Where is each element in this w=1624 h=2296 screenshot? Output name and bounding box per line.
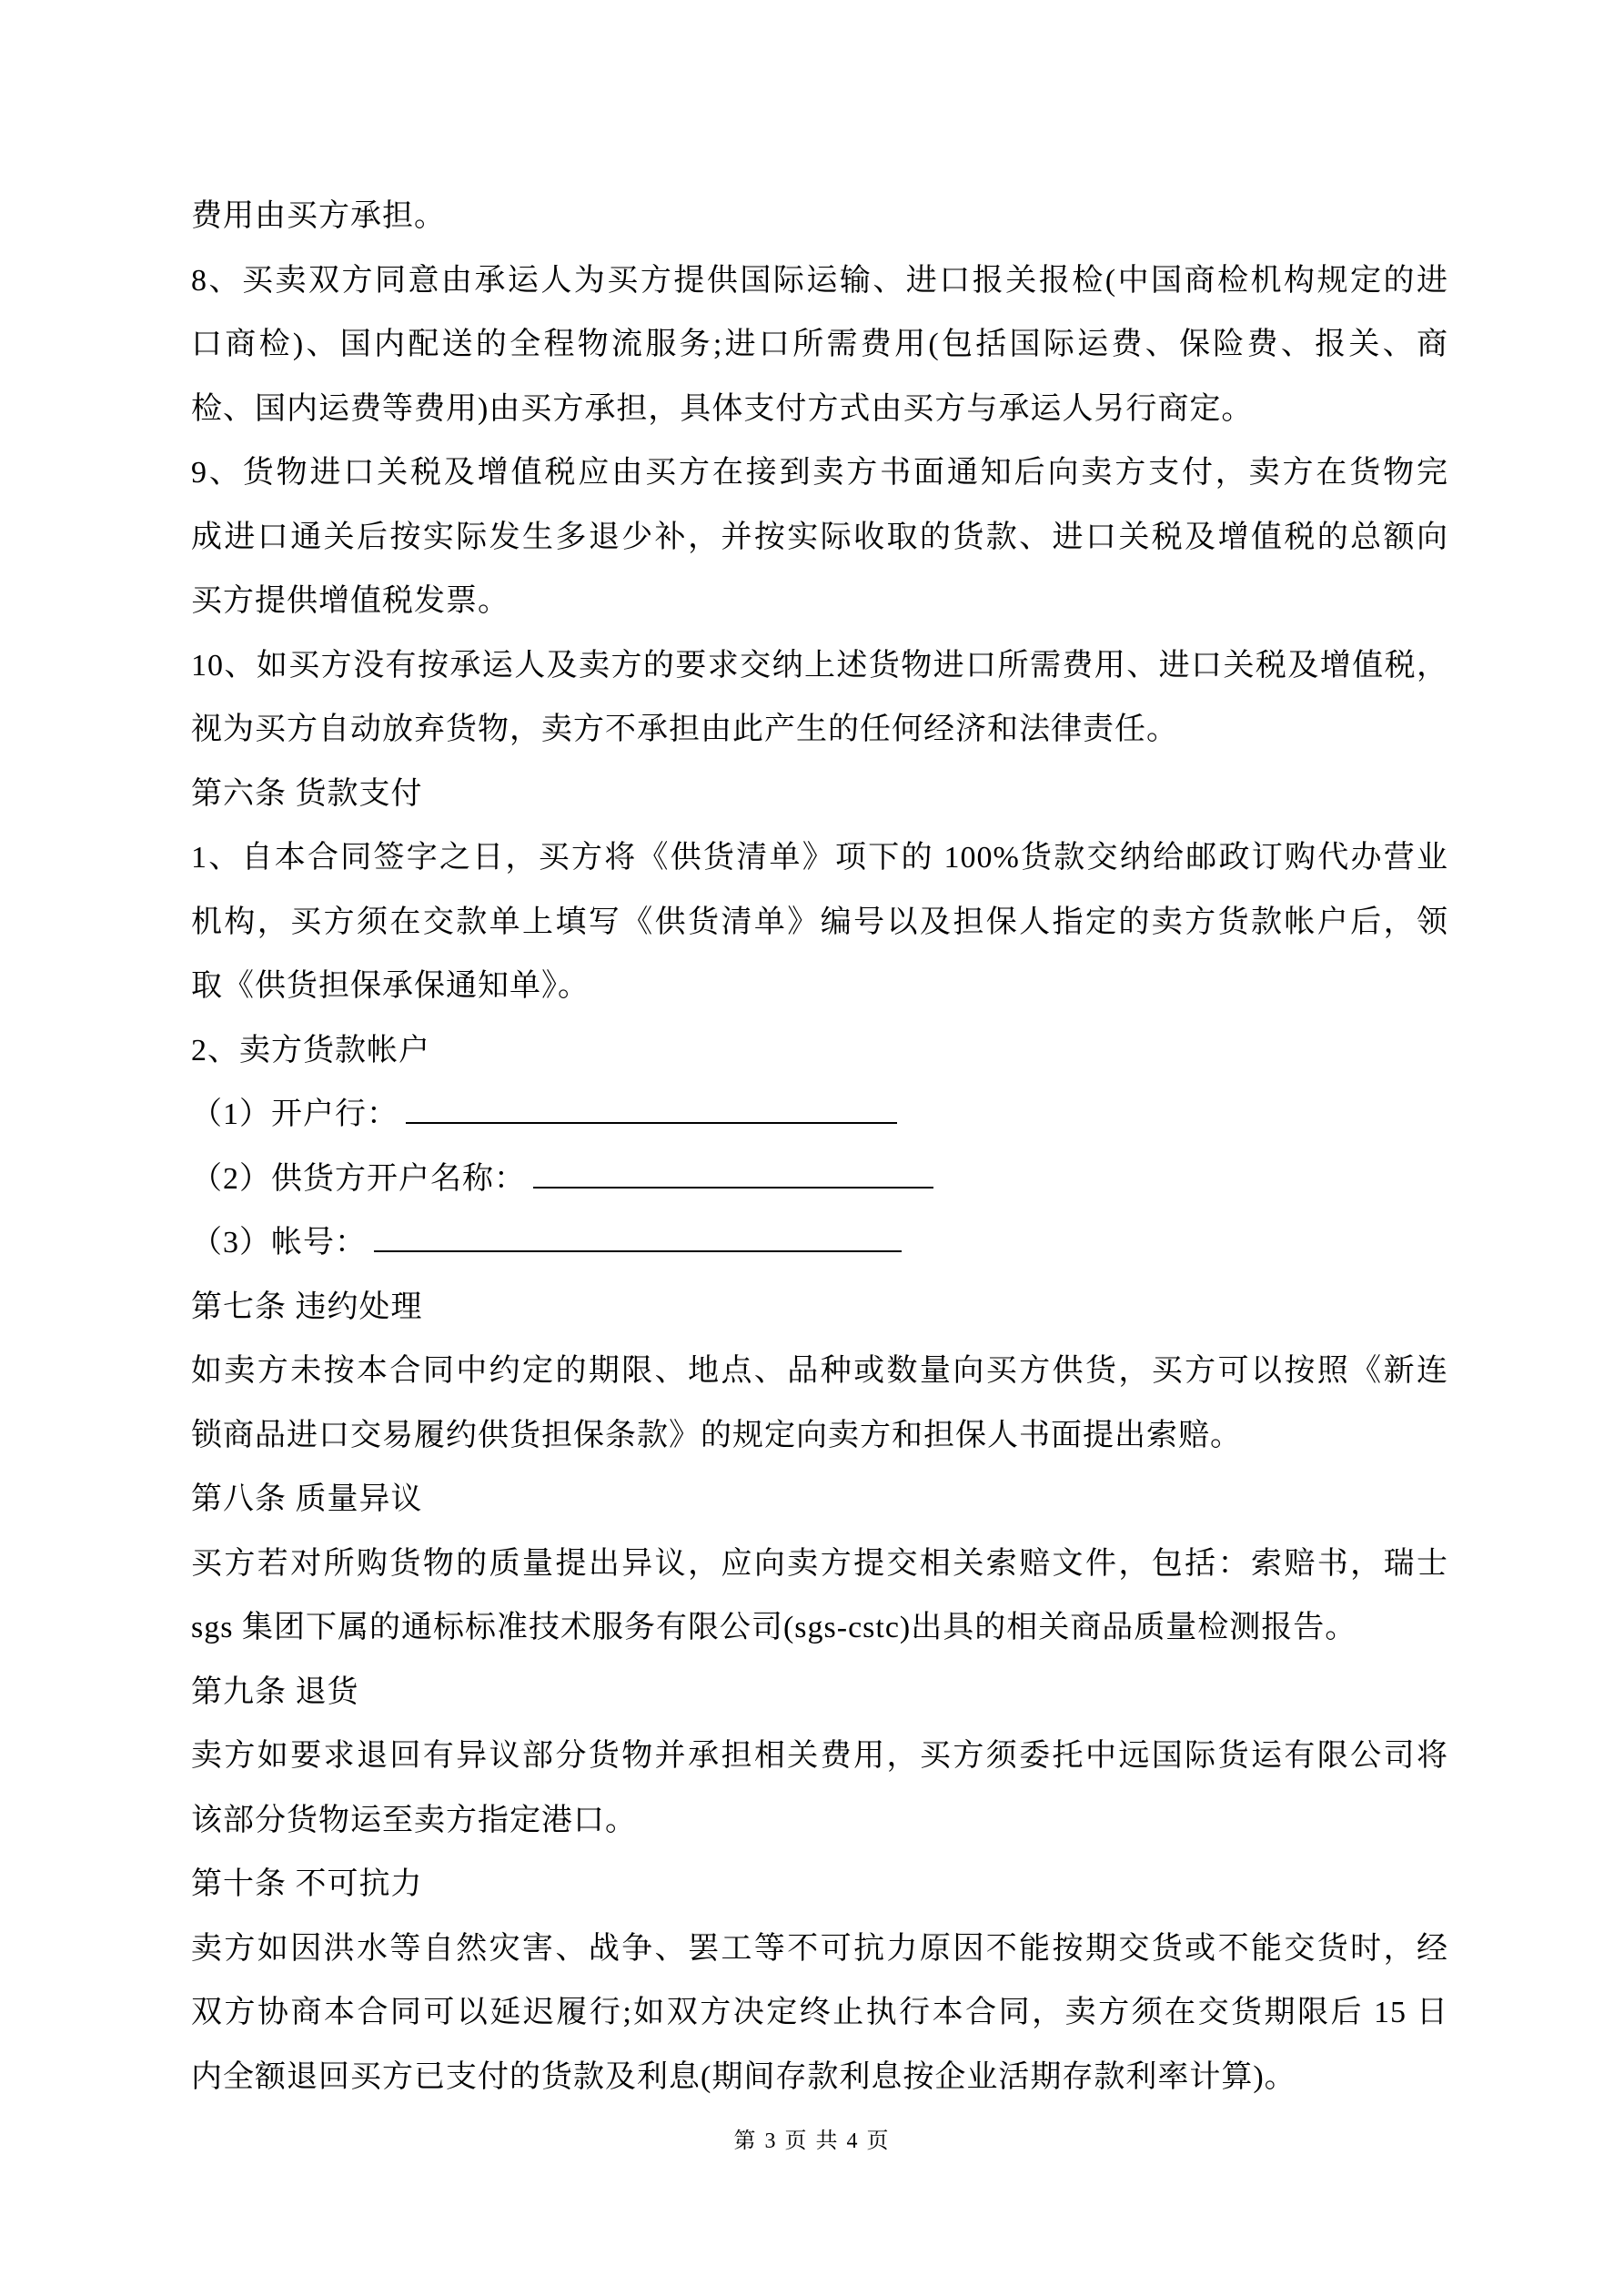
contract-line: 成进口通关后按实际发生多退少补，并按实际收取的货款、进口关税及增值税的总额向 <box>191 520 1448 554</box>
contract-line: 1、自本合同签字之日，买方将《供货清单》项下的 100%货款交纳给邮政订购代办营业 <box>191 841 1448 875</box>
contract-body <box>191 185 1448 2109</box>
form-field-line <box>191 1211 1448 1276</box>
page-number-footer: 第 3 页 共 4 页 <box>733 2129 891 2153</box>
contract-line: 9、货物进口关税及增值税应由买方在接到卖方书面通知后向卖方支付，卖方在货物完 <box>191 456 1448 490</box>
contract-line: 如卖方未按本合同中约定的期限、地点、品种或数量向买方供货，买方可以按照《新连 <box>191 1354 1448 1388</box>
contract-line: 买方提供增值税发票。 <box>191 584 509 618</box>
blank-underline <box>533 1152 933 1188</box>
contract-line: 内全额退回买方已支付的货款及利息(期间存款利息按企业活期存款利率计算)。 <box>191 2059 1296 2094</box>
contract-line: 锁商品进口交易履约供货担保条款》的规定向卖方和担保人书面提出索赔。 <box>191 1418 1242 1452</box>
contract-line: 该部分货物运至卖方指定港口。 <box>191 1803 637 1837</box>
contract-line: 费用由买方承担。 <box>191 199 446 233</box>
field-label: （1）开户行： <box>191 1097 398 1131</box>
contract-line: sgs 集团下属的通标标准技术服务有限公司(sgs-cstc)出具的相关商品质量检测报告。 <box>191 1611 1357 1644</box>
contract-line: 双方协商本合同可以延迟履行;如双方决定终止执行本合同，卖方须在交货期限后 15 日 <box>191 1996 1448 2029</box>
contract-line: 买方若对所购货物的质量提出异议，应向卖方提交相关索赔文件，包括：索赔书，瑞士 <box>191 1546 1448 1581</box>
contract-line: 检、国内运费等费用)由买方承担，具体支付方式由买方与承运人另行商定。 <box>191 391 1254 426</box>
section-heading: 第八条 质量异议 <box>191 1482 423 1516</box>
section-heading: 第九条 退货 <box>191 1674 359 1709</box>
contract-line: 10、如买方没有按承运人及卖方的要求交纳上述货物进口所需费用、进口关税及增值税， <box>191 648 1448 683</box>
contract-line: 口商检)、国内配送的全程物流服务;进口所需费用(包括国际运费、保险费、报关、商 <box>191 328 1448 361</box>
contract-line: 视为买方自动放弃货物，卖方不承担由此产生的任何经济和法律责任。 <box>191 713 1178 746</box>
contract-line: 8、买卖双方同意由承运人为买方提供国际运输、进口报关报检(中国商检机构规定的进 <box>191 263 1448 298</box>
form-field-line <box>191 1148 1448 1212</box>
field-label: （3）帐号： <box>191 1226 367 1259</box>
section-heading: 第十条 不可抗力 <box>191 1867 423 1901</box>
blank-underline <box>374 1216 902 1252</box>
contract-line: 卖方如要求退回有异议部分货物并承担相关费用，买方须委托中远国际货运有限公司将 <box>191 1739 1448 1773</box>
form-field-line <box>191 1083 1448 1148</box>
section-heading: 第七条 违约处理 <box>191 1290 423 1324</box>
field-label: （2）供货方开户名称： <box>191 1161 526 1196</box>
contract-line: 卖方如因洪水等自然灾害、战争、罢工等不可抗力原因不能按期交货或不能交货时，经 <box>191 1931 1448 1966</box>
contract-line: 取《供货担保承保通知单》。 <box>191 969 590 1003</box>
contract-line: 机构，买方须在交款单上填写《供货清单》编号以及担保人指定的卖方货款帐户后，领 <box>191 905 1448 939</box>
contract-line: 2、卖方货款帐户 <box>191 1033 430 1067</box>
section-heading: 第六条 货款支付 <box>191 776 423 811</box>
blank-underline <box>406 1087 897 1124</box>
